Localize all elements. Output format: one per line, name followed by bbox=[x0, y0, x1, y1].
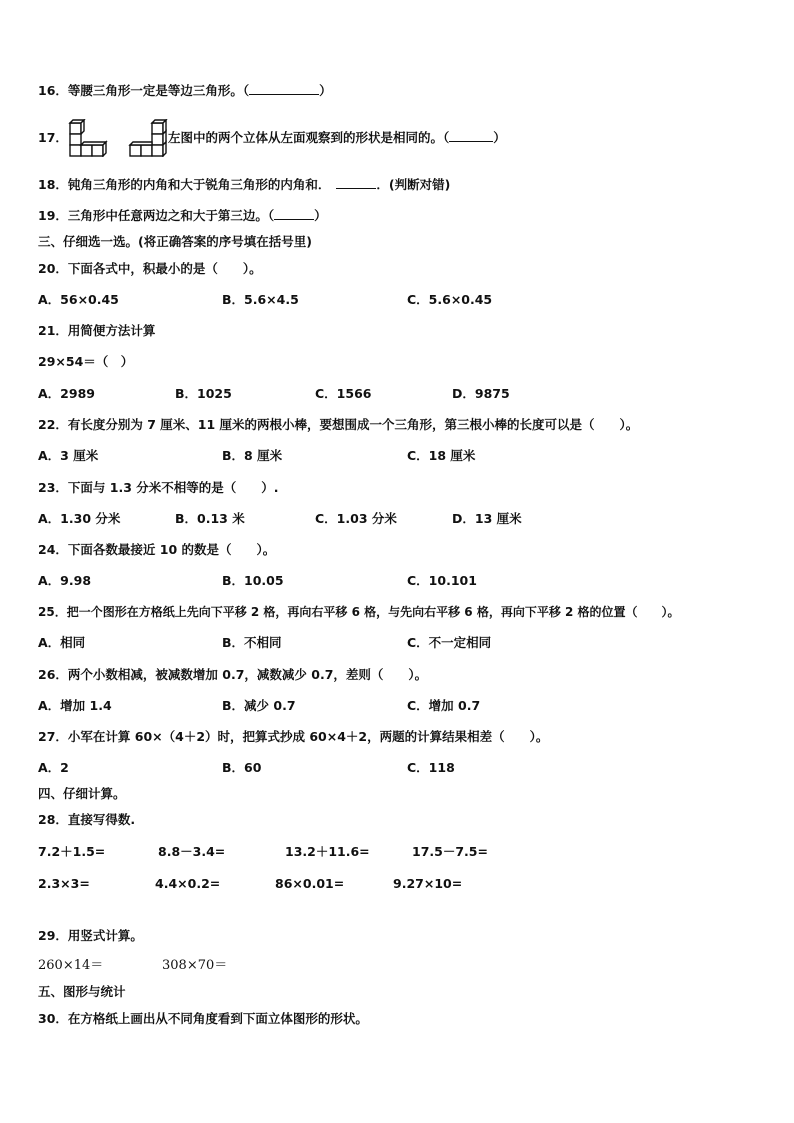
question-text: 三角形中任意两边之和大于第三边。（ bbox=[67, 208, 275, 223]
question-text: 左图中的两个立体从左面观察到的形状是相同的。（ bbox=[168, 130, 450, 145]
question-21-expression: 29×54＝（ ） bbox=[38, 354, 134, 369]
option-a[interactable]: A．增加 1.4 bbox=[38, 698, 112, 713]
question-16 bbox=[38, 83, 332, 99]
question-27: 27．小军在计算 60×（4＋2）时，把算式抄成 60×4＋2，两题的计算结果相差（ ）。 bbox=[38, 729, 549, 744]
option-a[interactable]: A．9.98 bbox=[38, 573, 92, 588]
question-number: 19． bbox=[38, 208, 68, 223]
option-c[interactable]: C．不一定相同 bbox=[407, 635, 492, 650]
section-5-heading: 五、图形与统计 bbox=[38, 984, 126, 999]
question-text: 等腰三角形一定是等边三角形。（ bbox=[67, 83, 250, 98]
option-a[interactable]: A．2989 bbox=[38, 386, 95, 401]
calc-item: 4.4×0.2= bbox=[155, 876, 221, 891]
option-a[interactable]: A．56×0.45 bbox=[38, 292, 119, 307]
option-b[interactable]: B．60 bbox=[222, 760, 262, 775]
option-b[interactable]: B．8 厘米 bbox=[222, 448, 283, 463]
option-b[interactable]: B．不相同 bbox=[222, 635, 282, 650]
closing-paren: ） bbox=[319, 83, 332, 98]
question-29: 29．用竖式计算。 bbox=[38, 928, 143, 943]
question-24: 24．下面各数最接近 10 的数是（ ）。 bbox=[38, 542, 276, 557]
question-19 bbox=[38, 208, 327, 224]
question-number: 16． bbox=[38, 83, 68, 98]
option-a[interactable]: A．1.30 分米 bbox=[38, 511, 121, 526]
option-a[interactable]: A．相同 bbox=[38, 635, 86, 650]
option-c[interactable]: C．增加 0.7 bbox=[407, 698, 481, 713]
question-17 bbox=[168, 130, 506, 146]
question-21: 21．用简便方法计算 bbox=[38, 323, 156, 338]
closing-paren: ） bbox=[493, 130, 506, 145]
answer-blank[interactable] bbox=[274, 208, 314, 220]
question-22: 22．有长度分别为 7 厘米、11 厘米的两根小棒，要想围成一个三角形，第三根小棒的长度可以是（ ）。 bbox=[38, 417, 639, 432]
option-a[interactable]: A．3 厘米 bbox=[38, 448, 99, 463]
question-18 bbox=[38, 177, 450, 193]
question-25: 25．把一个图形在方格纸上先向下平移 2 格，再向右平移 6 格，与先向右平移 6 格，再向下平移 2 格的位置（ ）。 bbox=[38, 605, 680, 619]
question-tail: ．(判断对错) bbox=[376, 177, 451, 192]
option-c[interactable]: C．118 bbox=[407, 760, 455, 775]
option-a[interactable]: A．2 bbox=[38, 760, 69, 775]
cube-figure-left bbox=[68, 119, 110, 157]
calc-item: 13.2＋11.6= bbox=[285, 844, 370, 859]
option-b[interactable]: B．1025 bbox=[175, 386, 232, 401]
vertical-calc-item: 308×70＝ bbox=[162, 958, 228, 973]
option-c[interactable]: C．18 厘米 bbox=[407, 448, 476, 463]
calc-item: 17.5－7.5= bbox=[412, 844, 488, 859]
question-28: 28．直接写得数. bbox=[38, 812, 136, 827]
option-c[interactable]: C．1566 bbox=[315, 386, 372, 401]
answer-blank[interactable] bbox=[249, 83, 319, 95]
question-17-number bbox=[38, 130, 68, 146]
vertical-calc-item: 260×14＝ bbox=[38, 958, 104, 973]
answer-blank[interactable] bbox=[449, 130, 493, 142]
question-number: 17． bbox=[38, 130, 68, 145]
question-30: 30．在方格纸上画出从不同角度看到下面立体图形的形状。 bbox=[38, 1011, 368, 1026]
option-d[interactable]: D．13 厘米 bbox=[452, 511, 522, 526]
question-23: 23．下面与 1.3 分米不相等的是（ ）. bbox=[38, 480, 279, 495]
calc-item: 9.27×10= bbox=[393, 876, 463, 891]
option-c[interactable]: C．10.101 bbox=[407, 573, 477, 588]
option-b[interactable]: B．10.05 bbox=[222, 573, 284, 588]
answer-blank[interactable] bbox=[336, 177, 376, 189]
option-b[interactable]: B．5.6×4.5 bbox=[222, 292, 299, 307]
question-text: 钝角三角形的内角和大于锐角三角形的内角和． bbox=[67, 177, 331, 192]
calc-item: 86×0.01= bbox=[275, 876, 345, 891]
question-number: 18． bbox=[38, 177, 68, 192]
question-26: 26．两个小数相减，被减数增加 0.7，减数减少 0.7，差则（ ）。 bbox=[38, 667, 428, 682]
calc-item: 2.3×3= bbox=[38, 876, 90, 891]
option-c[interactable]: C．1.03 分米 bbox=[315, 511, 397, 526]
option-b[interactable]: B．减少 0.7 bbox=[222, 698, 296, 713]
option-c[interactable]: C．5.6×0.45 bbox=[407, 292, 493, 307]
section-4-heading: 四、仔细计算。 bbox=[38, 786, 126, 801]
calc-item: 8.8－3.4= bbox=[158, 844, 226, 859]
closing-paren: ） bbox=[314, 208, 327, 223]
calc-item: 7.2＋1.5= bbox=[38, 844, 106, 859]
section-3-heading: 三、仔细选一选。(将正确答案的序号填在括号里) bbox=[38, 234, 312, 249]
cube-figure-right bbox=[128, 119, 168, 157]
question-20: 20．下面各式中，积最小的是（ ）。 bbox=[38, 261, 262, 276]
option-d[interactable]: D．9875 bbox=[452, 386, 510, 401]
option-b[interactable]: B．0.13 米 bbox=[175, 511, 245, 526]
